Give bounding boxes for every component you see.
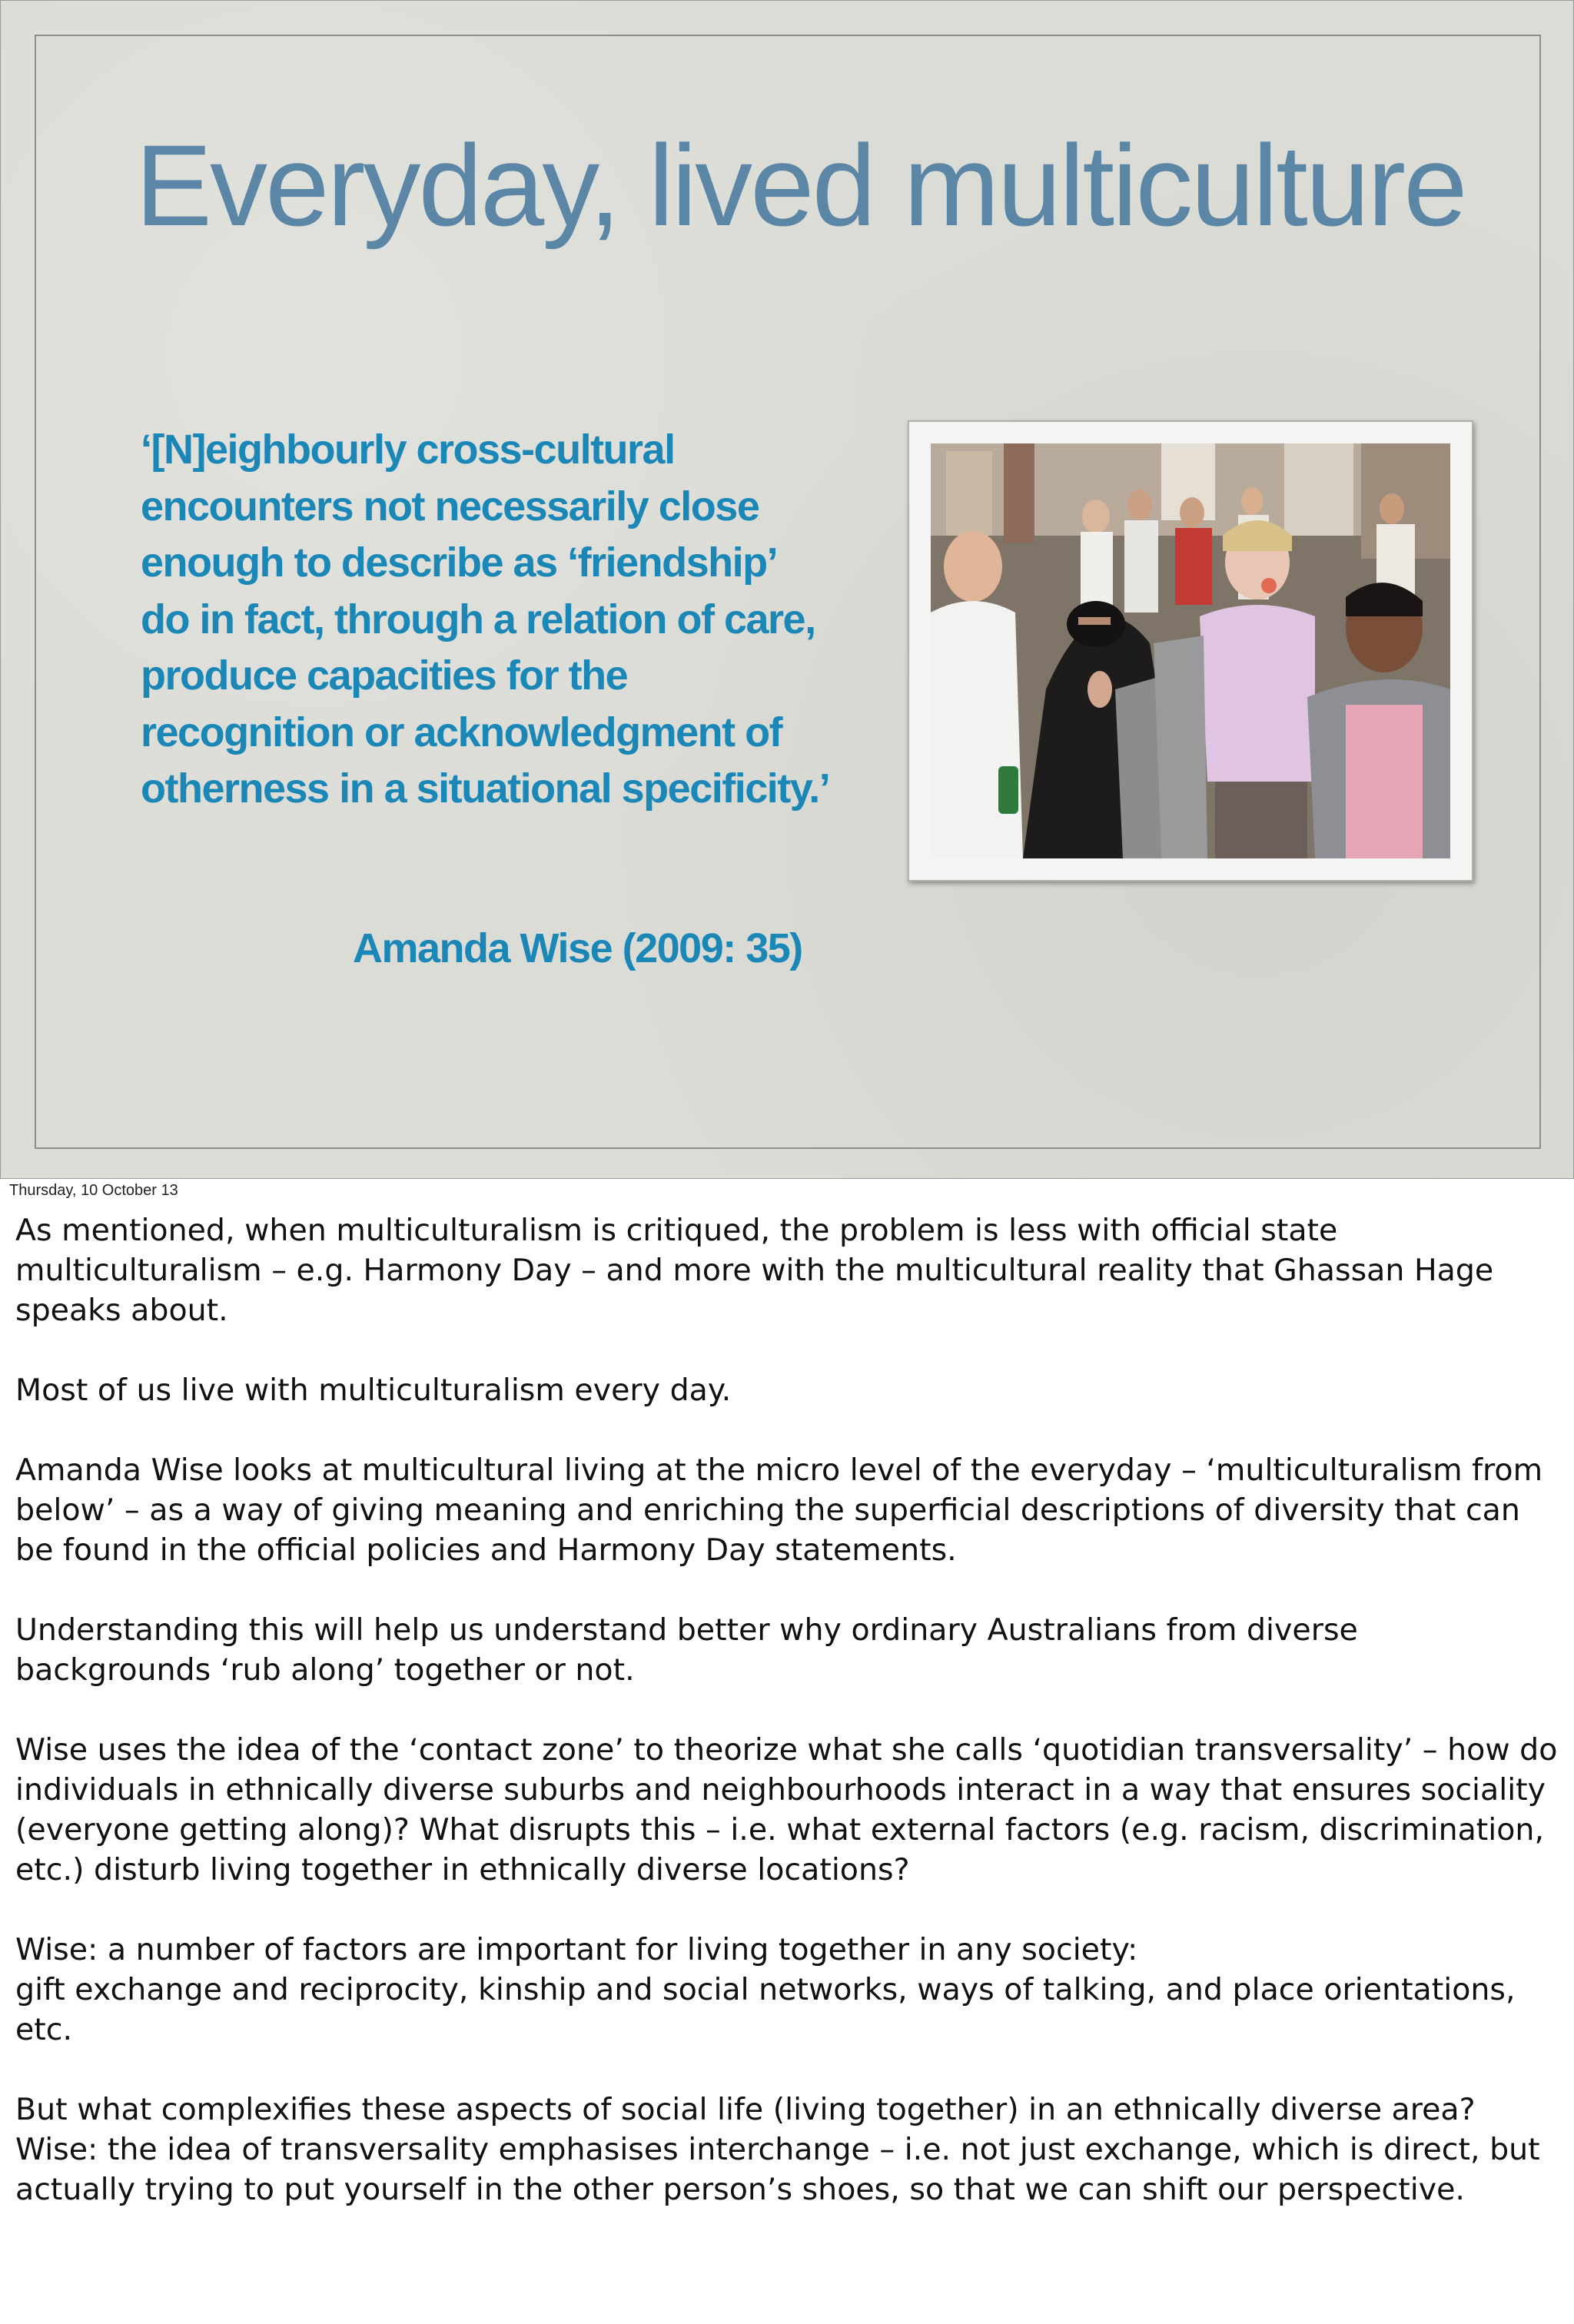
notes-paragraph [15, 1930, 1560, 2050]
quote-attribution: Amanda Wise (2009: 35) [353, 925, 802, 971]
notes-paragraph: Amanda Wise looks at multicultural living at the micro level of the everyday – ‘multiculturalism from below’ – as a way of giving meaning and enriching the superficial descriptions of diversity that can be found in the official policies and Harmony Day statements. [15, 1452, 1543, 1568]
slide-title: Everyday, lived multiculture [135, 121, 1466, 250]
photo-frame [908, 420, 1473, 881]
quote-text: ‘[N]eighbourly cross-cultural encounters not necessarily close enough to describe as ‘friendship’ do in fact, through a relation of care, produce capacities for the recognition or acknowledgment of otherness in a situational specificity.’ [141, 427, 830, 812]
speaker-notes [15, 1210, 1560, 2209]
notes-paragraph: Understanding this will help us understand better why ordinary Australians from diverse backgrounds ‘rub along’ together or not. [15, 1612, 1358, 1688]
notes-paragraph: Most of us live with multiculturalism every day. [15, 1373, 732, 1408]
slide-date-label: Thursday, 10 October 13 [9, 1182, 178, 1199]
street-crowd-photo [931, 443, 1450, 858]
notes-paragraph: But what complexifies these aspects of social life (living together) in an ethnically diverse area? Wise: the idea of transversality emphasises interchange – i.e. not just exchange, which is direct, but actually trying to put yourself in the other person’s shoes, so that we can shift our perspective. [15, 2092, 1540, 2207]
notes-line: gift exchange and reciprocity, kinship and social networks, ways of talking, and place orientations, etc. [15, 1972, 1516, 2047]
notes-paragraph: As mentioned, when multiculturalism is critiqued, the problem is less with official state multiculturalism – e.g. Harmony Day – and more with the multicultural reality that Ghassan Hage speaks about. [15, 1213, 1494, 1328]
notes-paragraph: Wise uses the idea of the ‘contact zone’ to theorize what she calls ‘quotidian transversality’ – how do individuals in ethnically diverse suburbs and neighbourhoods interact in a way that ensures sociality (everyone getting along)? What disrupts this – i.e. what external factors (e.g. racism, discrimination, etc.) disturb living together in ethnically diverse locations? [15, 1732, 1558, 1887]
notes-line: Wise: a number of factors are important for living together in any society: [15, 1932, 1138, 1967]
